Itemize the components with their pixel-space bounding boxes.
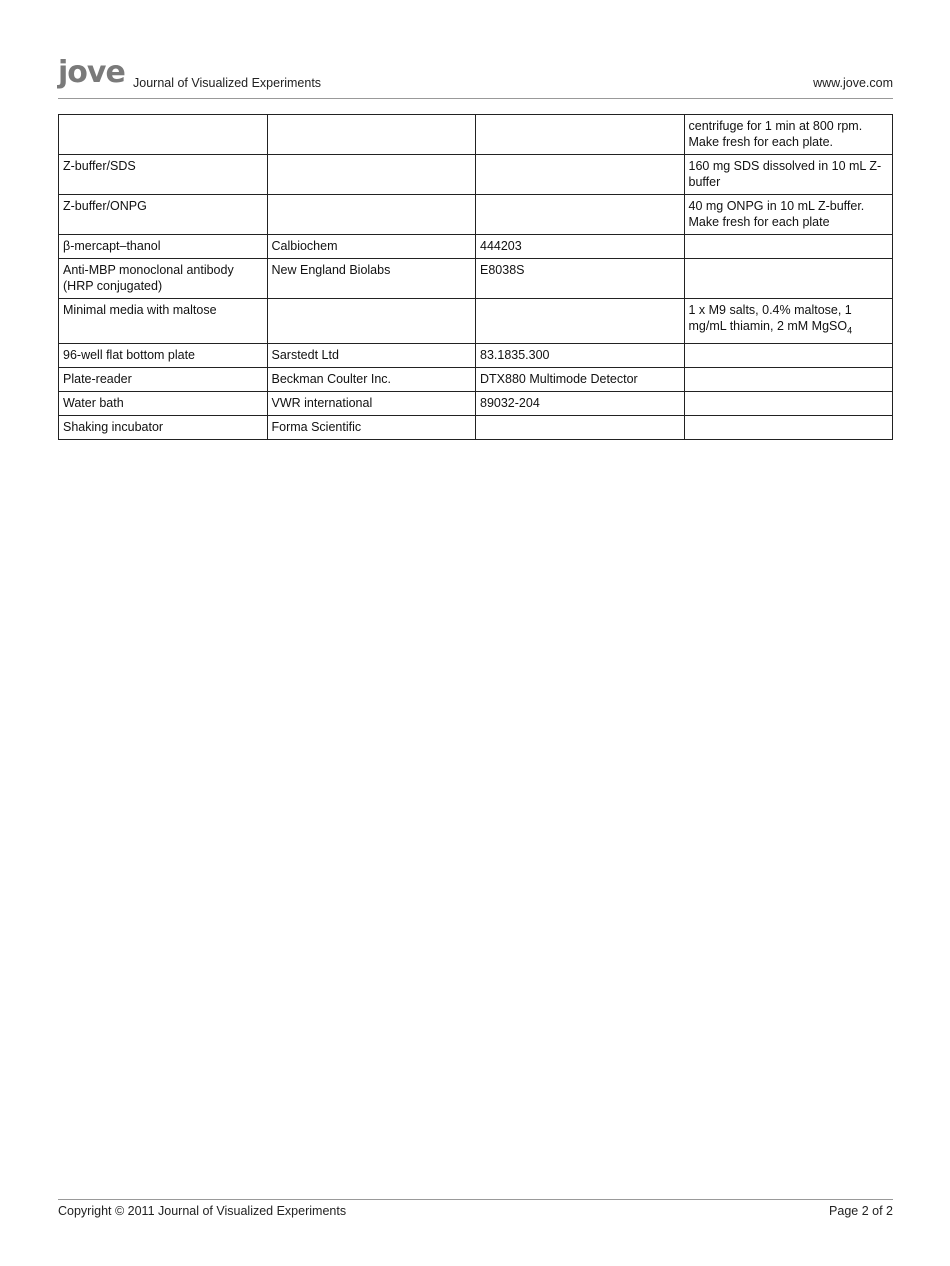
table-cell: Forma Scientific: [267, 415, 476, 439]
table-cell: [684, 235, 893, 259]
table-cell: Water bath: [59, 391, 268, 415]
subscript-4: 4: [847, 325, 853, 336]
page-footer: [58, 1199, 893, 1224]
table-cell: New England Biolabs: [267, 259, 476, 299]
media-recipe: 1 x M9 salts, 0.4% maltose, 1 mg/mL thiamin, 2 mM MgSO: [688, 303, 852, 333]
table-row: [59, 367, 893, 391]
table-cell: E8038S: [476, 259, 685, 299]
table-cell: [684, 415, 893, 439]
table-row: [59, 115, 893, 155]
table-cell: Minimal media with maltose: [59, 299, 268, 344]
table-cell: [476, 155, 685, 195]
copyright-text: Copyright © 2011 Journal of Visualized Experiments: [58, 1204, 347, 1218]
table-row: [59, 235, 893, 259]
table-cell: Beckman Coulter Inc.: [267, 367, 476, 391]
table-cell: Anti-MBP monoclonal antibody (HRP conjugated): [59, 259, 268, 299]
table-cell: [267, 155, 476, 195]
table-cell: 89032-204: [476, 391, 685, 415]
table-cell: VWR international: [267, 391, 476, 415]
table-cell: [684, 299, 893, 344]
table-cell: 96-well flat bottom plate: [59, 343, 268, 367]
table-cell: [476, 299, 685, 344]
table-row: [59, 299, 893, 344]
table-row: [59, 391, 893, 415]
journal-name: Journal of Visualized Experiments: [133, 76, 322, 90]
materials-table: [58, 114, 893, 440]
table-row: [59, 343, 893, 367]
logo-text: jove: [58, 55, 125, 90]
page-number: Page 2 of 2: [829, 1204, 893, 1218]
table-cell: 444203: [476, 235, 685, 259]
table-cell: [476, 195, 685, 235]
table-cell: [476, 115, 685, 155]
table-cell: DTX880 Multimode Detector: [476, 367, 685, 391]
table-cell: 40 mg ONPG in 10 mL Z-buffer. Make fresh for each plate: [684, 195, 893, 235]
table-cell: Plate-reader: [59, 367, 268, 391]
table-cell: [684, 391, 893, 415]
table-cell: Sarstedt Ltd: [267, 343, 476, 367]
table-row: [59, 195, 893, 235]
table-cell: [267, 115, 476, 155]
table-cell: Shaking incubator: [59, 415, 268, 439]
table-cell: β-mercapt–thanol: [59, 235, 268, 259]
table-cell: Z-buffer/ONPG: [59, 195, 268, 235]
site-url[interactable]: www.jove.com: [813, 76, 893, 90]
table-cell: [684, 259, 893, 299]
table-row: [59, 259, 893, 299]
table-cell: [684, 367, 893, 391]
table-cell: [267, 195, 476, 235]
table-cell: centrifuge for 1 min at 800 rpm. Make fresh for each plate.: [684, 115, 893, 155]
table-cell: 160 mg SDS dissolved in 10 mL Z-buffer: [684, 155, 893, 195]
table-cell: [59, 115, 268, 155]
table-cell: [684, 343, 893, 367]
table-cell: [267, 299, 476, 344]
page-header: [58, 55, 893, 99]
table-cell: Z-buffer/SDS: [59, 155, 268, 195]
table-row: [59, 155, 893, 195]
table-cell: [476, 415, 685, 439]
table-cell: Calbiochem: [267, 235, 476, 259]
table-row: [59, 415, 893, 439]
table-cell: 83.1835.300: [476, 343, 685, 367]
